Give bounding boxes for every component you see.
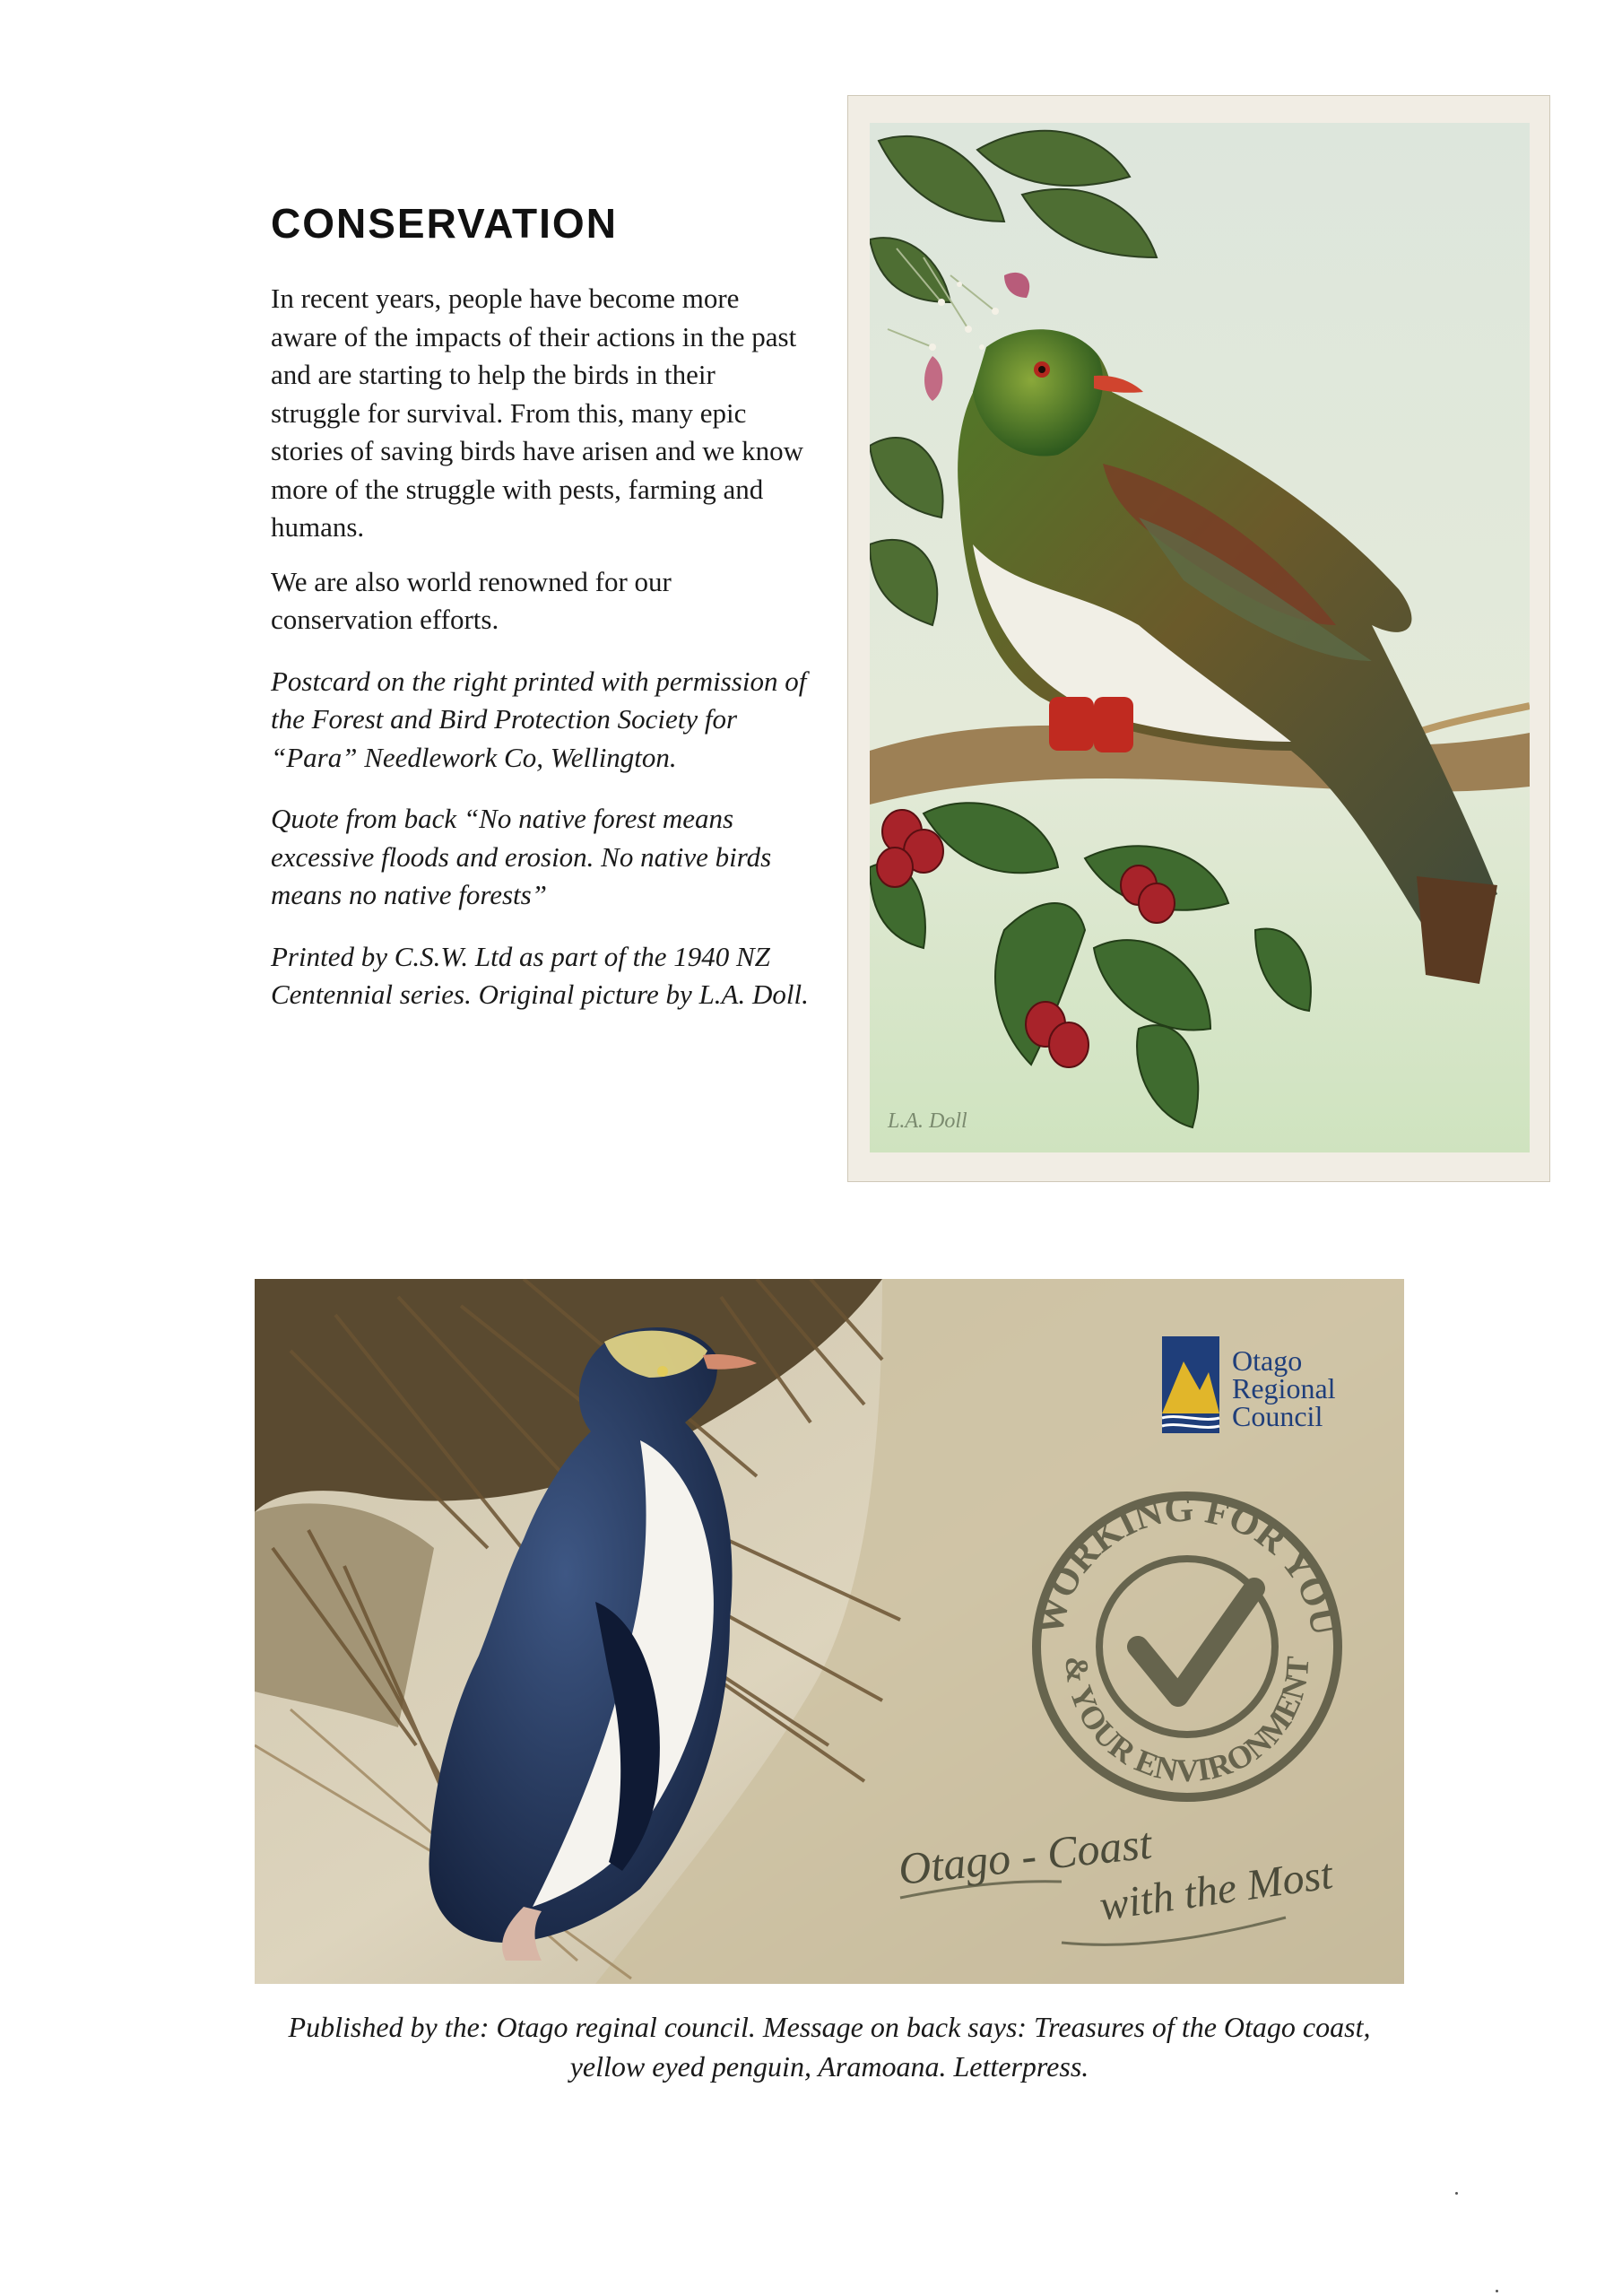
pigeon-postcard <box>847 95 1550 1182</box>
quote-note: Quote from back “No native forest means excessive floods and erosion. No native birds means no native forests” <box>271 803 772 910</box>
stamp-top-text: WORKING FOR YOU <box>1028 1488 1345 1639</box>
renown-paragraph: We are also world renowned for our conservation efforts. <box>271 565 672 635</box>
text-column <box>271 280 809 1031</box>
artist-signature: L.A. Doll <box>888 1109 967 1133</box>
page-title: CONSERVATION <box>271 200 618 247</box>
print-note: Printed by C.S.W. Ltd as part of the 1940 NZ Centennial series. Original picture by L.A. Doll. <box>271 940 809 1010</box>
pigeon-illustration <box>870 123 1530 1152</box>
stamp-bottom-text: & YOUR ENVIRONMENT <box>1058 1654 1316 1789</box>
penguin-postcard <box>255 1279 1404 1984</box>
logo-line-council: Council <box>1232 1400 1323 1432</box>
slogan-part2: with the Most <box>1097 1850 1336 1930</box>
slogan-part1: Otago - Coast <box>896 1817 1154 1894</box>
penguin-photo <box>255 1279 1404 1984</box>
scan-speck <box>1455 2192 1458 2195</box>
intro-paragraph: In recent years, people have become more aware of the impacts of their actions in the past and are starting to help the birds in their struggle for survival. From this, many epic stories of saving birds have arisen and we know more of the struggle with pests, farming and humans. <box>271 283 804 543</box>
scan-speck <box>1496 2290 1498 2292</box>
penguin-caption: Published by the: Otago reginal council. Message on back says: Treasures of the Otago coast, yellow eyed penguin, Aramoana. Letterpress. <box>288 2011 1371 2083</box>
logo-line-regional: Regional <box>1232 1372 1336 1405</box>
logo-line-otago: Otago <box>1232 1344 1303 1377</box>
permission-note: Postcard on the right printed with permission of the Forest and Bird Protection Society for “Para” Needlework Co, Wellington. <box>271 665 807 773</box>
